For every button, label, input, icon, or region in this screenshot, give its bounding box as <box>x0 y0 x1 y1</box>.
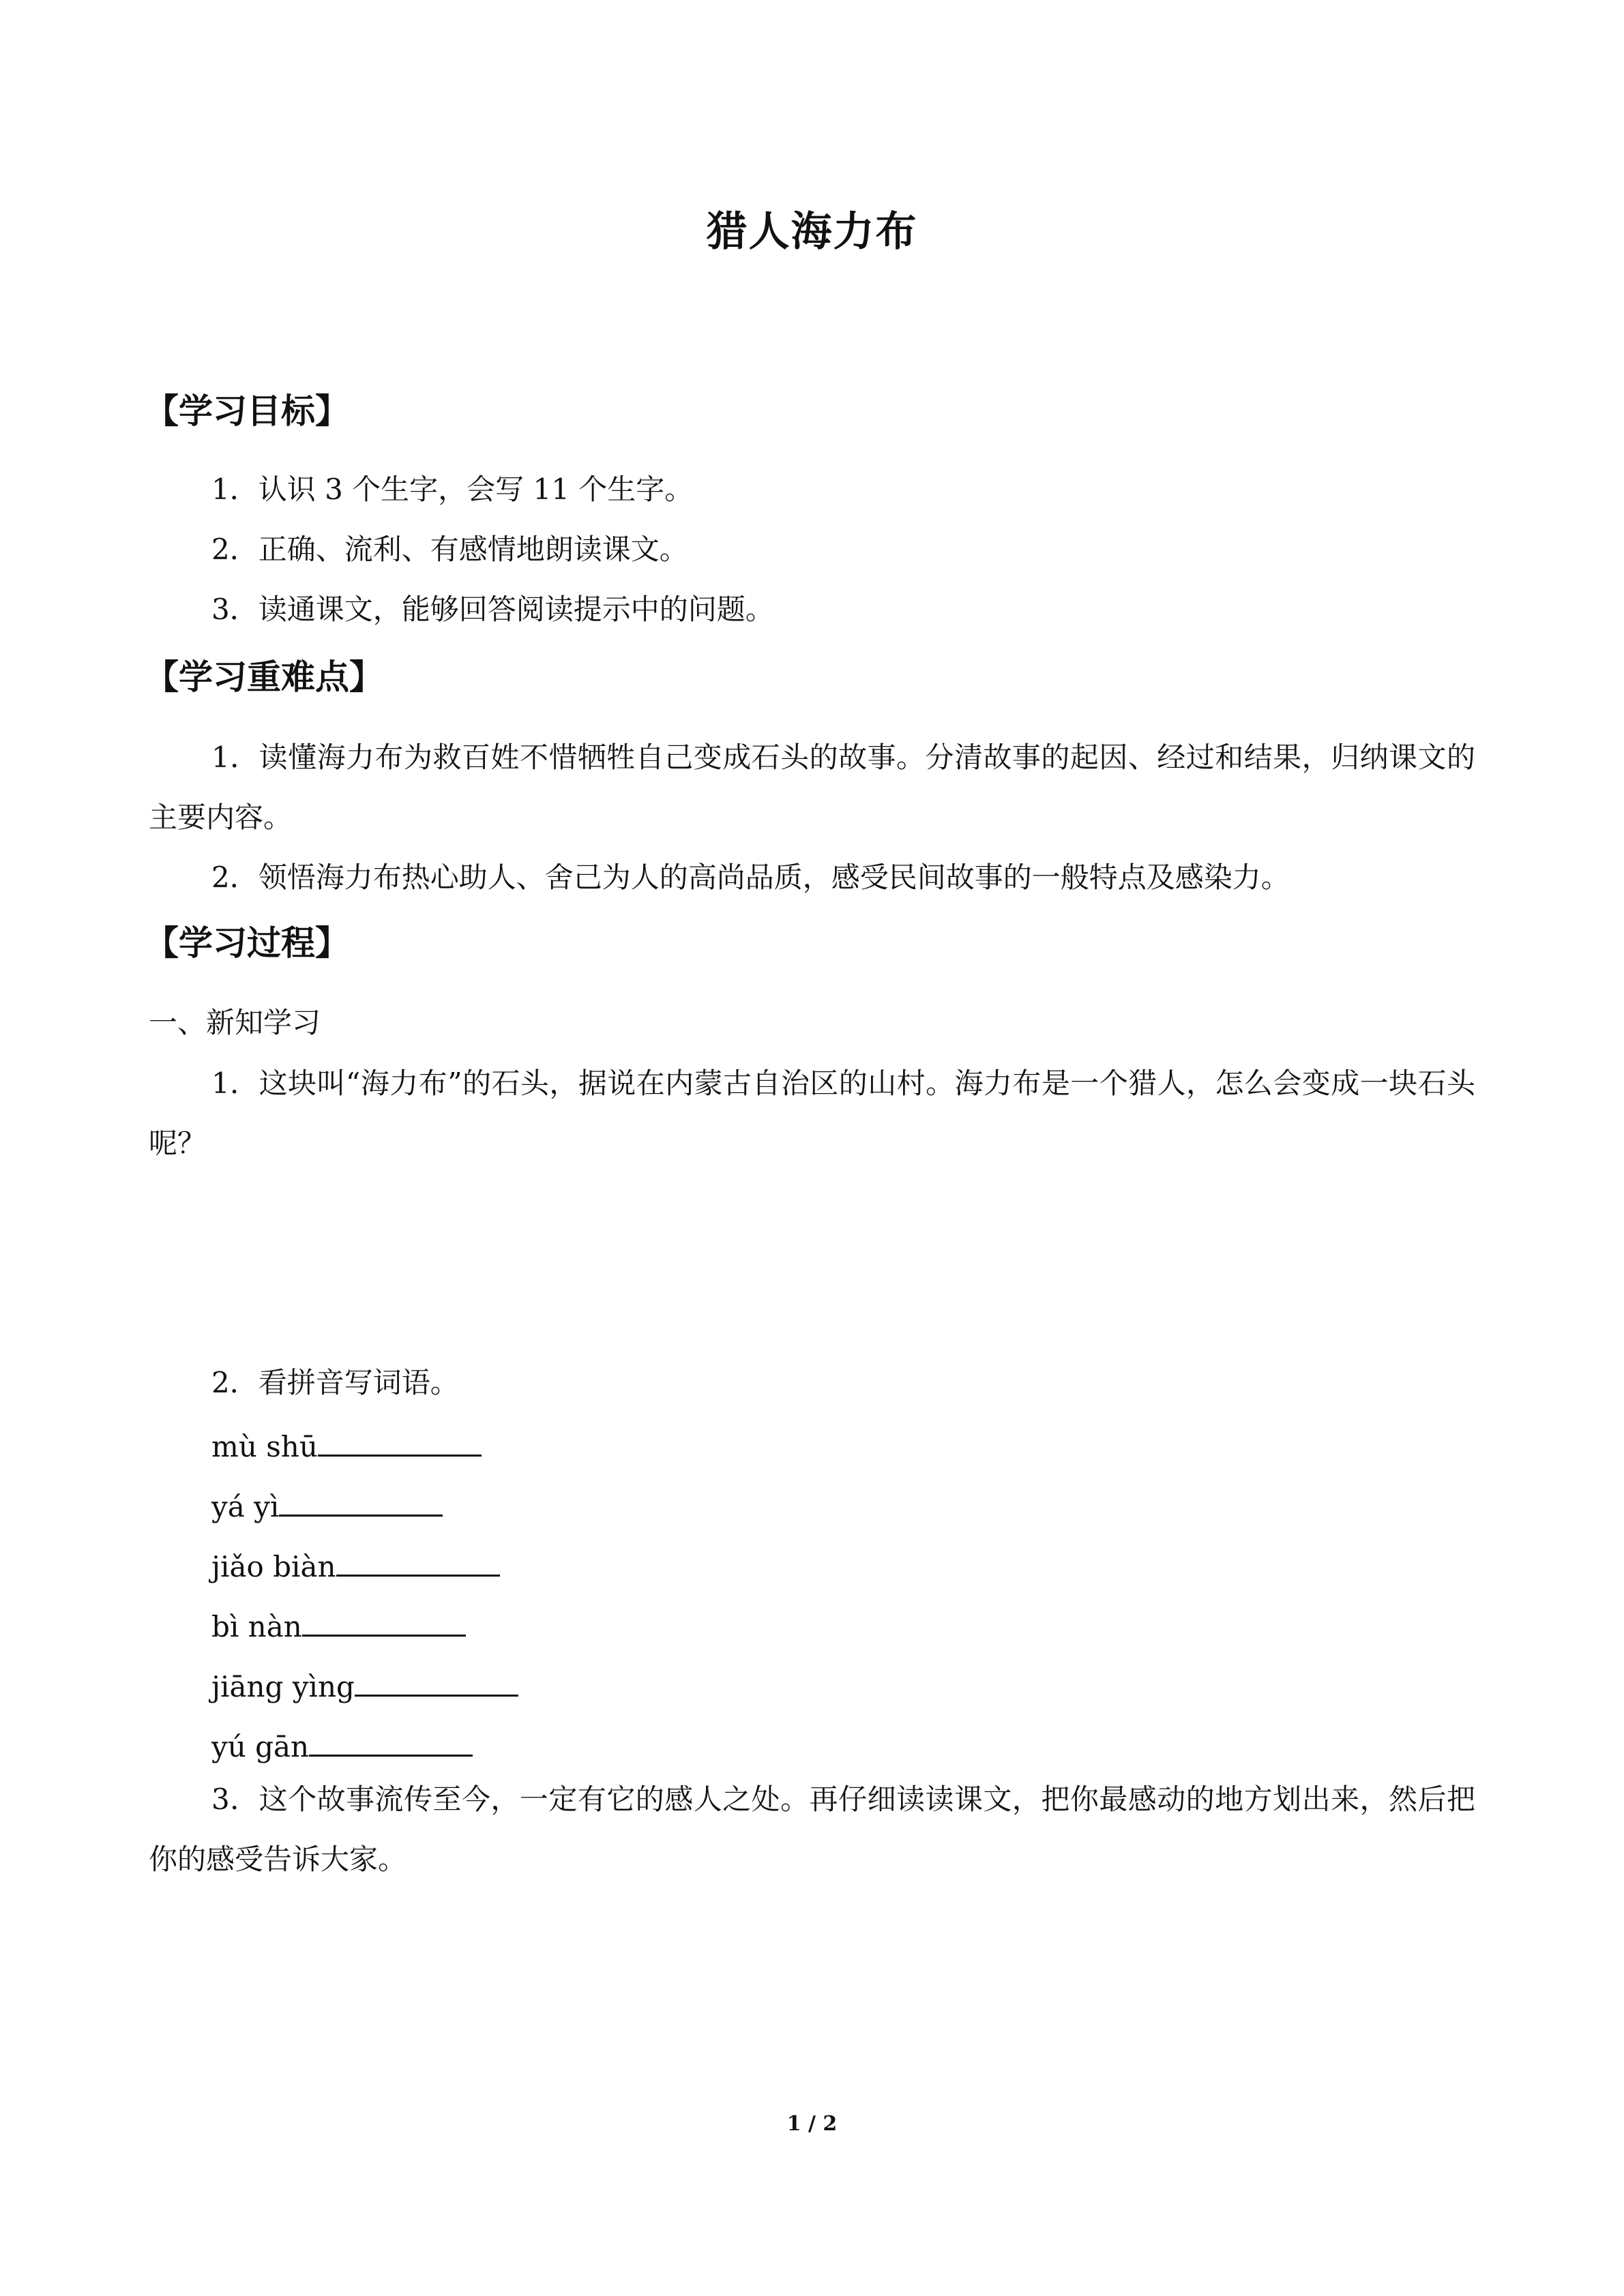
pinyin-text: mù shū <box>211 1430 318 1463</box>
answer-blank[interactable] <box>318 1423 482 1457</box>
section-heading-process: 【学习过程】 <box>145 923 349 963</box>
page-number: 1 / 2 <box>786 2112 838 2136</box>
pinyin-item-3 <box>211 1543 500 1587</box>
goal-item-2: 2．正确、流利、有感情地朗读课文。 <box>211 533 688 566</box>
question-2: 2．看拼音写词语。 <box>211 1366 459 1399</box>
answer-blank[interactable] <box>355 1663 518 1697</box>
goal-item-3: 3．读通课文，能够回答阅读提示中的问题。 <box>211 593 774 626</box>
section-heading-goals: 【学习目标】 <box>145 391 349 431</box>
section-heading-key-points: 【学习重难点】 <box>145 657 383 697</box>
answer-blank[interactable] <box>309 1723 473 1757</box>
document-title: 猎人海力布 <box>706 208 918 256</box>
pinyin-text: yá yì <box>211 1490 280 1523</box>
pinyin-text: jiǎo biàn <box>211 1550 336 1583</box>
pinyin-item-5 <box>211 1663 518 1708</box>
pinyin-item-4 <box>211 1603 466 1648</box>
pinyin-item-1 <box>211 1423 482 1467</box>
answer-blank[interactable] <box>302 1603 466 1637</box>
answer-blank[interactable] <box>279 1483 443 1517</box>
pinyin-item-6 <box>211 1723 473 1768</box>
goal-item-1: 1．认识 3 个生字，会写 11 个生字。 <box>211 473 694 506</box>
key-point-item-1: 1．读懂海力布为救百姓不惜牺牲自己变成石头的故事。分清故事的起因、经过和结果，归纳课文的主要内容。 <box>149 741 1475 834</box>
pinyin-text: jiāng yìng <box>211 1670 355 1703</box>
pinyin-text: bì nàn <box>211 1610 302 1643</box>
pinyin-text: yú gān <box>211 1730 310 1763</box>
key-point-item-2: 2．领悟海力布热心助人、舍己为人的高尚品质，感受民间故事的一般特点及感染力。 <box>211 861 1290 894</box>
answer-blank[interactable] <box>336 1543 500 1577</box>
sub-heading-new-knowledge: 一、新知学习 <box>149 1006 321 1039</box>
question-3: 3．这个故事流传至今，一定有它的感人之处。再仔细读读课文，把你最感动的地方划出来，然后把你的感受告诉大家。 <box>149 1783 1475 1876</box>
question-1: 1．这块叫“海力布”的石头，据说在内蒙古自治区的山村。海力布是一个猎人，怎么会变成一块石头呢？ <box>149 1067 1475 1160</box>
pinyin-item-2 <box>211 1483 443 1527</box>
